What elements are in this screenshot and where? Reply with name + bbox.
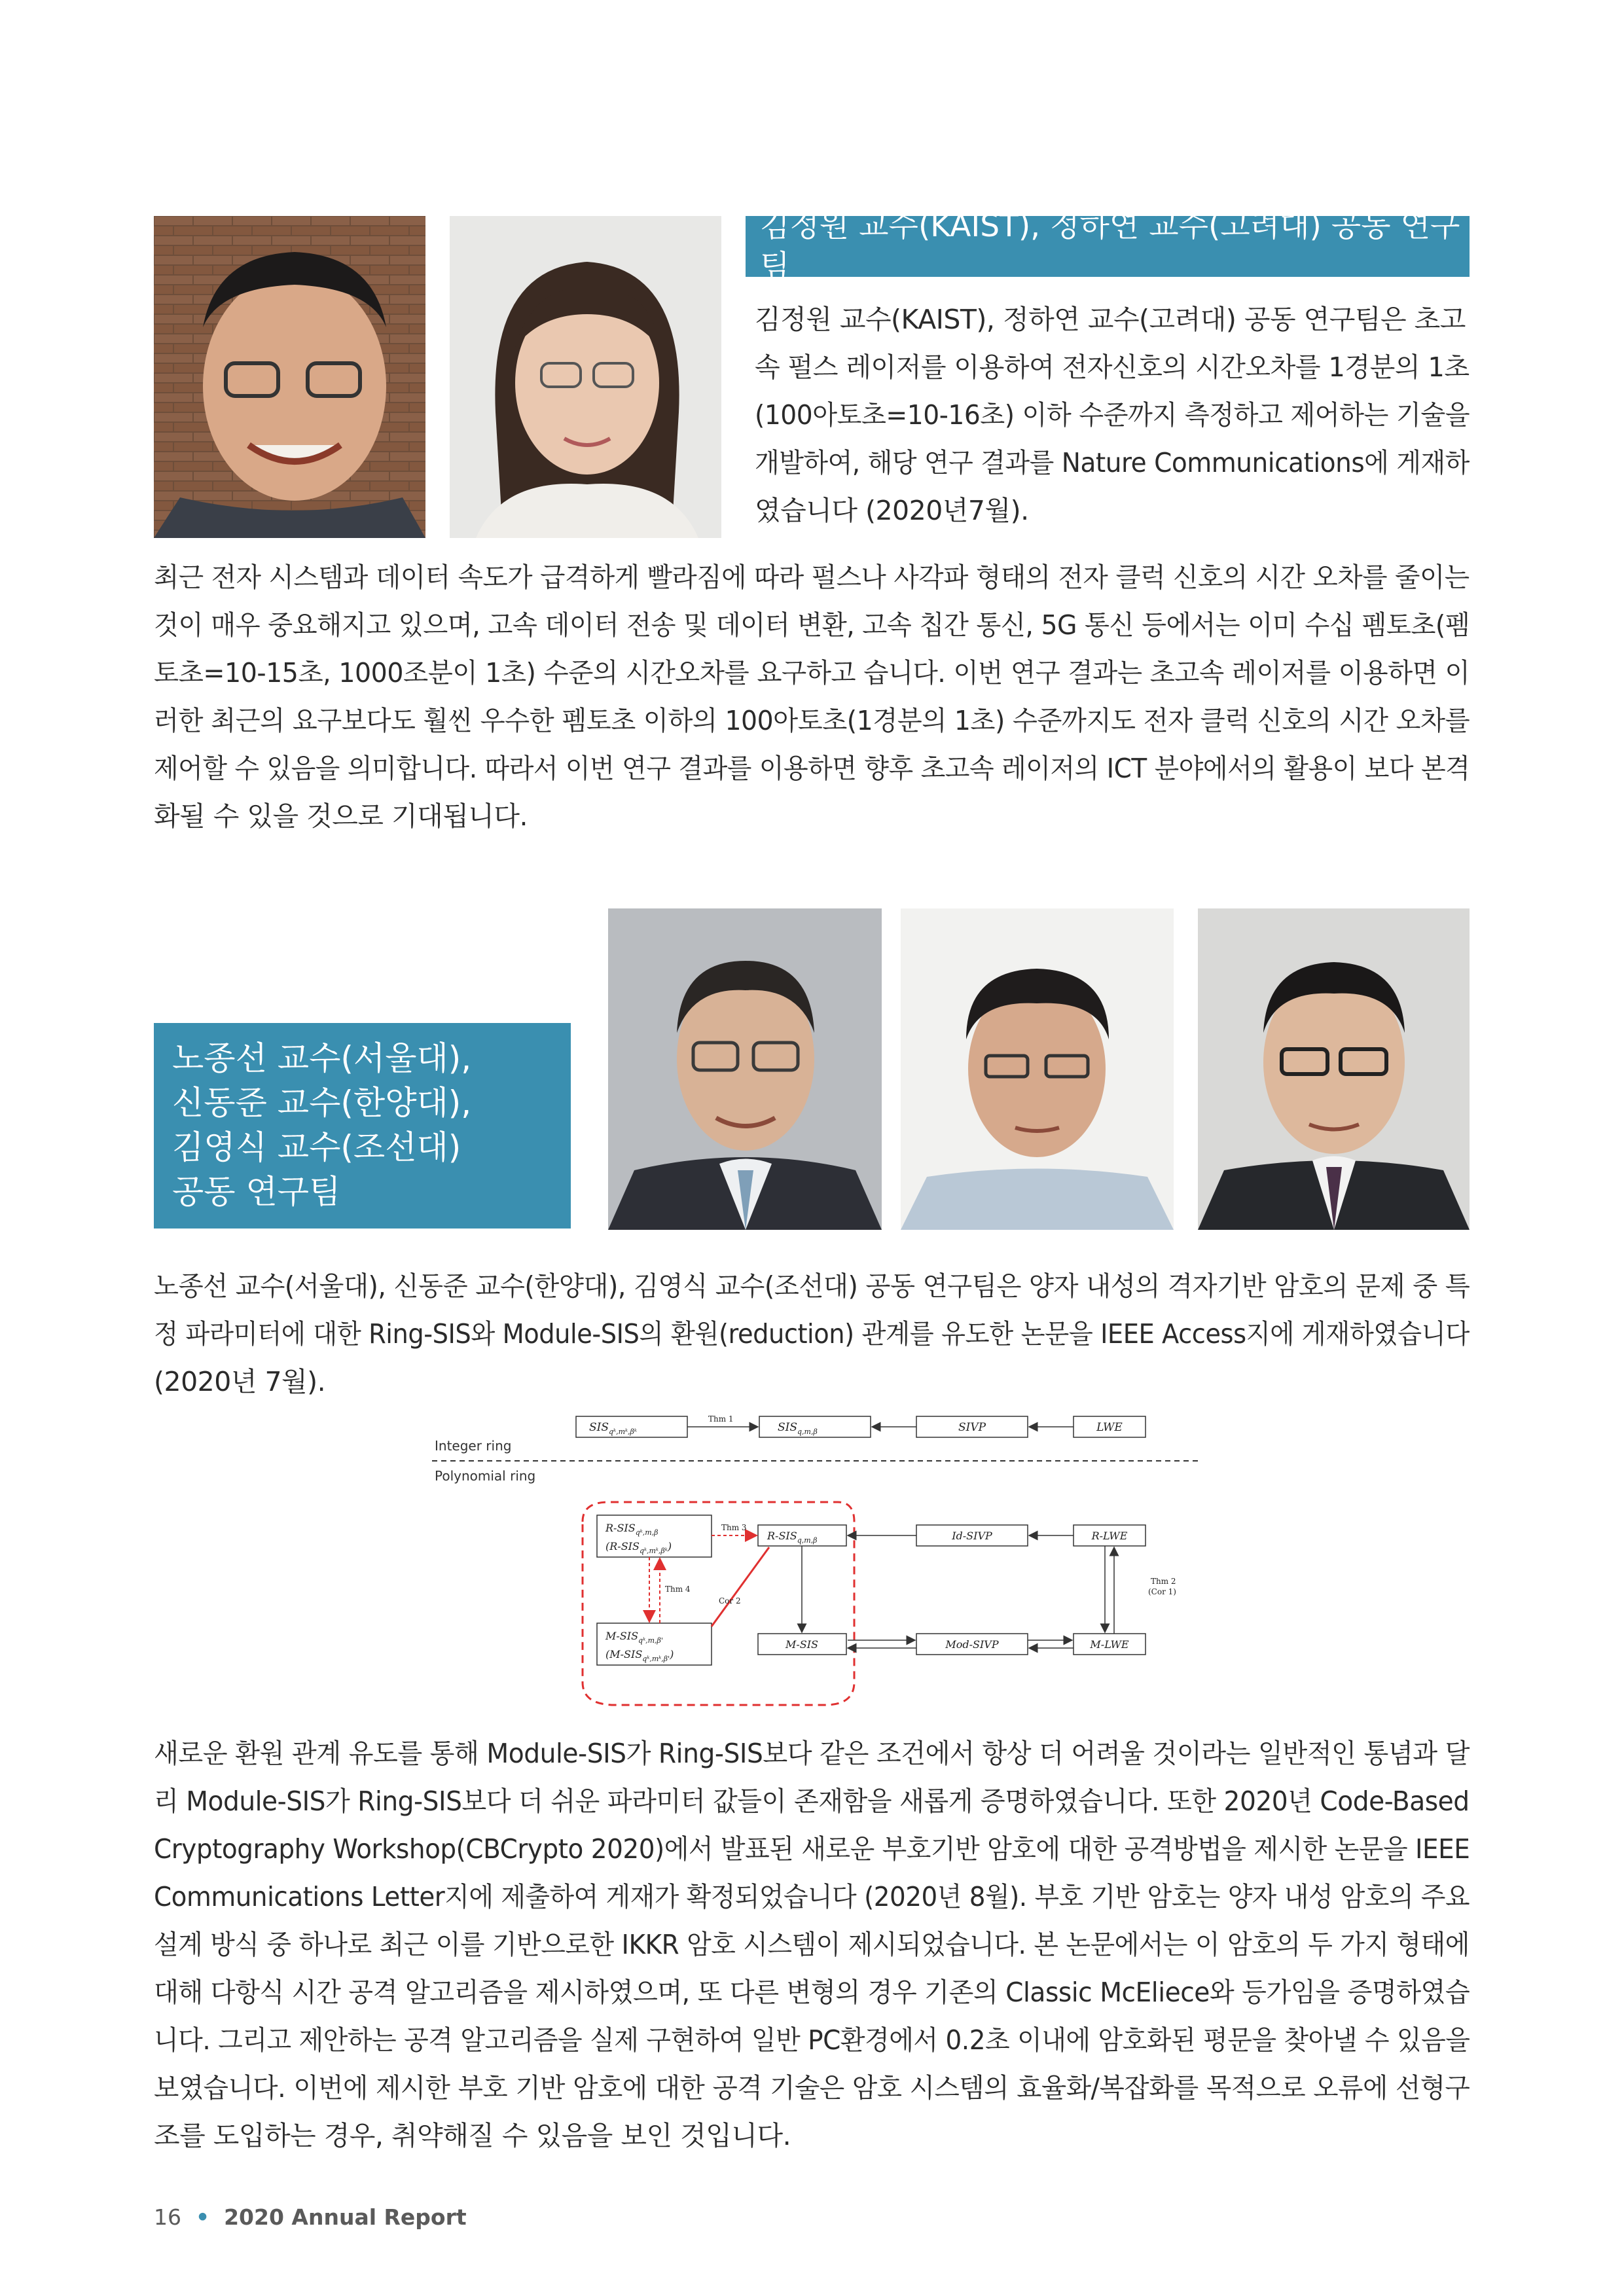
body-line: 최근 전자 시스템과 데이터 속도가 급격하게 빨라짐에 따라 펄스나 사각파 형태의 전자 클럭 신호의 시간 오차를 줄이는 [154,562,1470,593]
svg-text:(M-SISqᵏ,mᵏ,β'): $(M-SIS_{qᵏ,mᵏ,\beta'})$ [605,1648,674,1663]
integer-ring-label: Integer ring [435,1438,512,1454]
body-line: 조를 도입하는 경우, 취약해질 수 있음을 보인 것입니다. [154,2120,791,2151]
box-rsis-q-sub: q,m,β [797,1536,818,1545]
polynomial-ring-label: Polynomial ring [435,1468,536,1484]
section1-intro [755,296,1470,535]
box-m-lwe-label: M-LWE [1090,1638,1129,1651]
portrait-photo-noh-jongseon [608,908,882,1230]
body-line: 제어할 수 있음을 의미합니다. 따라서 이번 연구 결과를 이용하면 향후 초고속 레이저의 ICT 분야에서의 활용이 보다 본격 [154,753,1470,784]
section1-heading-text: 김정원 교수(KAIST), 정하연 교수(고려대) 공동 연구팀 [760,208,1460,285]
section1-heading [746,208,1470,285]
body-line: 토초=10-15초, 1000조분이 1초) 수준의 시간오차를 요구하고 습니다. 이번 연구 결과는 초고속 레이저를 이용하면 이 [154,657,1470,689]
intro-line: (2020년 7월). [154,1366,326,1397]
box-rsis-qk-sub: qᵏ,m,β [635,1528,659,1537]
intro-line: (100아토초=10-16초) 이하 수준까지 측정하고 제어하는 기술을 [755,399,1470,431]
body-line: Communications Letter지에 제출하여 게재가 확정되었습니다 (2020년 8월). 부호 기반 암호는 양자 내성 암호의 주요 [154,1881,1470,1912]
body-line: 러한 최근의 요구보다도 훨씬 우수한 펨토초 이하의 100아토초(1경분의 1초) 수준까지도 전자 클럭 신호의 시간 오차를 [154,705,1470,736]
section2-heading-line: 노종선 교수(서울대), [172,1039,472,1077]
box-rsis-qk-alt-sub: qᵏ,mᵏ,βᵏ [639,1547,668,1555]
svg-text:(R-SISqᵏ,mᵏ,βᵏ): $(R-SIS_{qᵏ,mᵏ,\beta ᵏ})$ [605,1540,672,1555]
box-msis-qk-alt-sub: qᵏ,mᵏ,β' [642,1655,670,1663]
box-r-lwe-label: R-LWE [1091,1530,1128,1542]
box-rsis-qk-label: R-SIS [605,1522,636,1534]
section2-heading-line: 공동 연구팀 [172,1173,341,1211]
portrait-photo-kim-youngsik [1198,908,1470,1230]
box-sis-q-sub: q,m,β [797,1427,818,1436]
section2-heading-line: 김영식 교수(조선대) [172,1128,461,1166]
box-sivp-label: SIVP [958,1421,986,1434]
box-msis-qk-label: M-SIS [605,1630,639,1642]
body-line: 것이 매우 중요해지고 있으며, 고속 데이터 전송 및 데이터 변환, 고속 칩간 통신, 5G 통신 등에서는 이미 수십 펨토초(펨 [154,609,1470,641]
intro-line: 였습니다 (2020년7월). [755,495,1029,526]
box-sis-qk-sub: qᵏ,mᵏ,βᵏ [609,1427,637,1436]
label-cor1: (Cor 1) [1148,1587,1176,1596]
bullet-dot: • [196,2204,210,2230]
section2-heading [154,1023,571,1229]
body-line: 보였습니다. 이번에 제시한 부호 기반 암호에 대한 공격 기술은 암호 시스템의 효율화/복잡화를 목적으로 오류에 선형구 [154,2072,1470,2104]
box-sis-q-label: SIS [778,1421,798,1434]
body-line: 설계 방식 중 하나로 최근 이를 기반으로한 IKKR 암호 시스템이 제시되었습니다. 본 논문에서는 이 암호의 두 가지 형태에 [154,1929,1470,1960]
box-msis-qk-alt-label: (M-SIS [605,1648,643,1660]
page-number: 16 [154,2204,181,2230]
section2-heading-line: 신동준 교수(한양대), [172,1084,472,1122]
portrait-photo-jeong-hayeon [450,216,721,538]
box-lwe-label: LWE [1096,1421,1123,1434]
label-thm2: Thm 2 [1151,1577,1176,1586]
report-title: 2020 Annual Report [224,2204,467,2230]
section1-body [154,554,1470,840]
label-thm4: Thm 4 [665,1585,691,1594]
body-line: 화될 수 있을 것으로 기대됩니다. [154,800,528,832]
box-mod-sivp-label: Mod-SIVP [945,1638,999,1651]
box-sis-qk-label: SIS [589,1421,609,1434]
intro-line: 김정원 교수(KAIST), 정하연 교수(고려대) 공동 연구팀은 초고 [755,304,1466,335]
label-cor2: Cor 2 [719,1596,741,1605]
box-msis-qk-sub: qᵏ,m,β' [638,1636,663,1645]
intro-line: 개발하여, 해당 연구 결과를 Nature Communications에 게재하 [755,447,1470,478]
body-line: 대해 다항식 시간 공격 알고리즘을 제시하였으며, 또 다른 변형의 경우 기존의 Classic McEliece와 등가임을 증명하였습 [154,1977,1470,2008]
portrait-photo-shin-dongjun [901,908,1174,1230]
box-m-sis-label: M-SIS [785,1638,819,1651]
body-line: Cryptography Workshop(CBCrypto 2020)에서 발표된 새로운 부호기반 암호에 대한 공격방법을 제시한 논문을 IEEE [154,1833,1470,1865]
label-thm1: Thm 1 [708,1414,734,1424]
portrait-photo-kim-jungwon [154,216,425,538]
body-line: 새로운 환원 관계 유도를 통해 Module-SIS가 Ring-SIS보다 같은 조건에서 항상 더 어려울 것이라는 일반적인 통념과 달 [154,1738,1470,1769]
box-id-sivp-label: Id-SIVP [952,1530,992,1542]
intro-line: 속 펄스 레이저를 이용하여 전자신호의 시간오차를 1경분의 1초 [755,351,1470,383]
intro-line: 노종선 교수(서울대), 신동준 교수(한양대), 김영식 교수(조선대) 공동 연구팀은 양자 내성의 격자기반 암호의 문제 중 특 [154,1270,1470,1302]
section2-intro [154,1263,1470,1406]
page-footer [154,2204,467,2230]
box-rsis-qk-alt-label: (R-SIS [605,1540,640,1552]
box-rsis-q-label: R-SIS [767,1530,797,1542]
arrow-cor2 [712,1547,769,1626]
body-line: 리 Module-SIS가 Ring-SIS보다 더 쉬운 파라미터 값들이 존재함을 새롭게 증명하였습니다. 또한 2020년 Code-Based [154,1785,1470,1817]
body-line: 니다. 그리고 제안하는 공격 알고리즘을 실제 구현하여 일반 PC환경에서 0.2초 이내에 암호화된 평문을 찾아낼 수 있음을 [154,2024,1470,2056]
section2-body [154,1730,1470,2160]
reduction-diagram [419,1407,1204,1715]
label-thm3: Thm 3 [721,1523,747,1532]
intro-line: 정 파라미터에 대한 Ring-SIS와 Module-SIS의 환원(reduction) 관계를 유도한 논문을 IEEE Access지에 게재하였습니다 [154,1318,1470,1350]
